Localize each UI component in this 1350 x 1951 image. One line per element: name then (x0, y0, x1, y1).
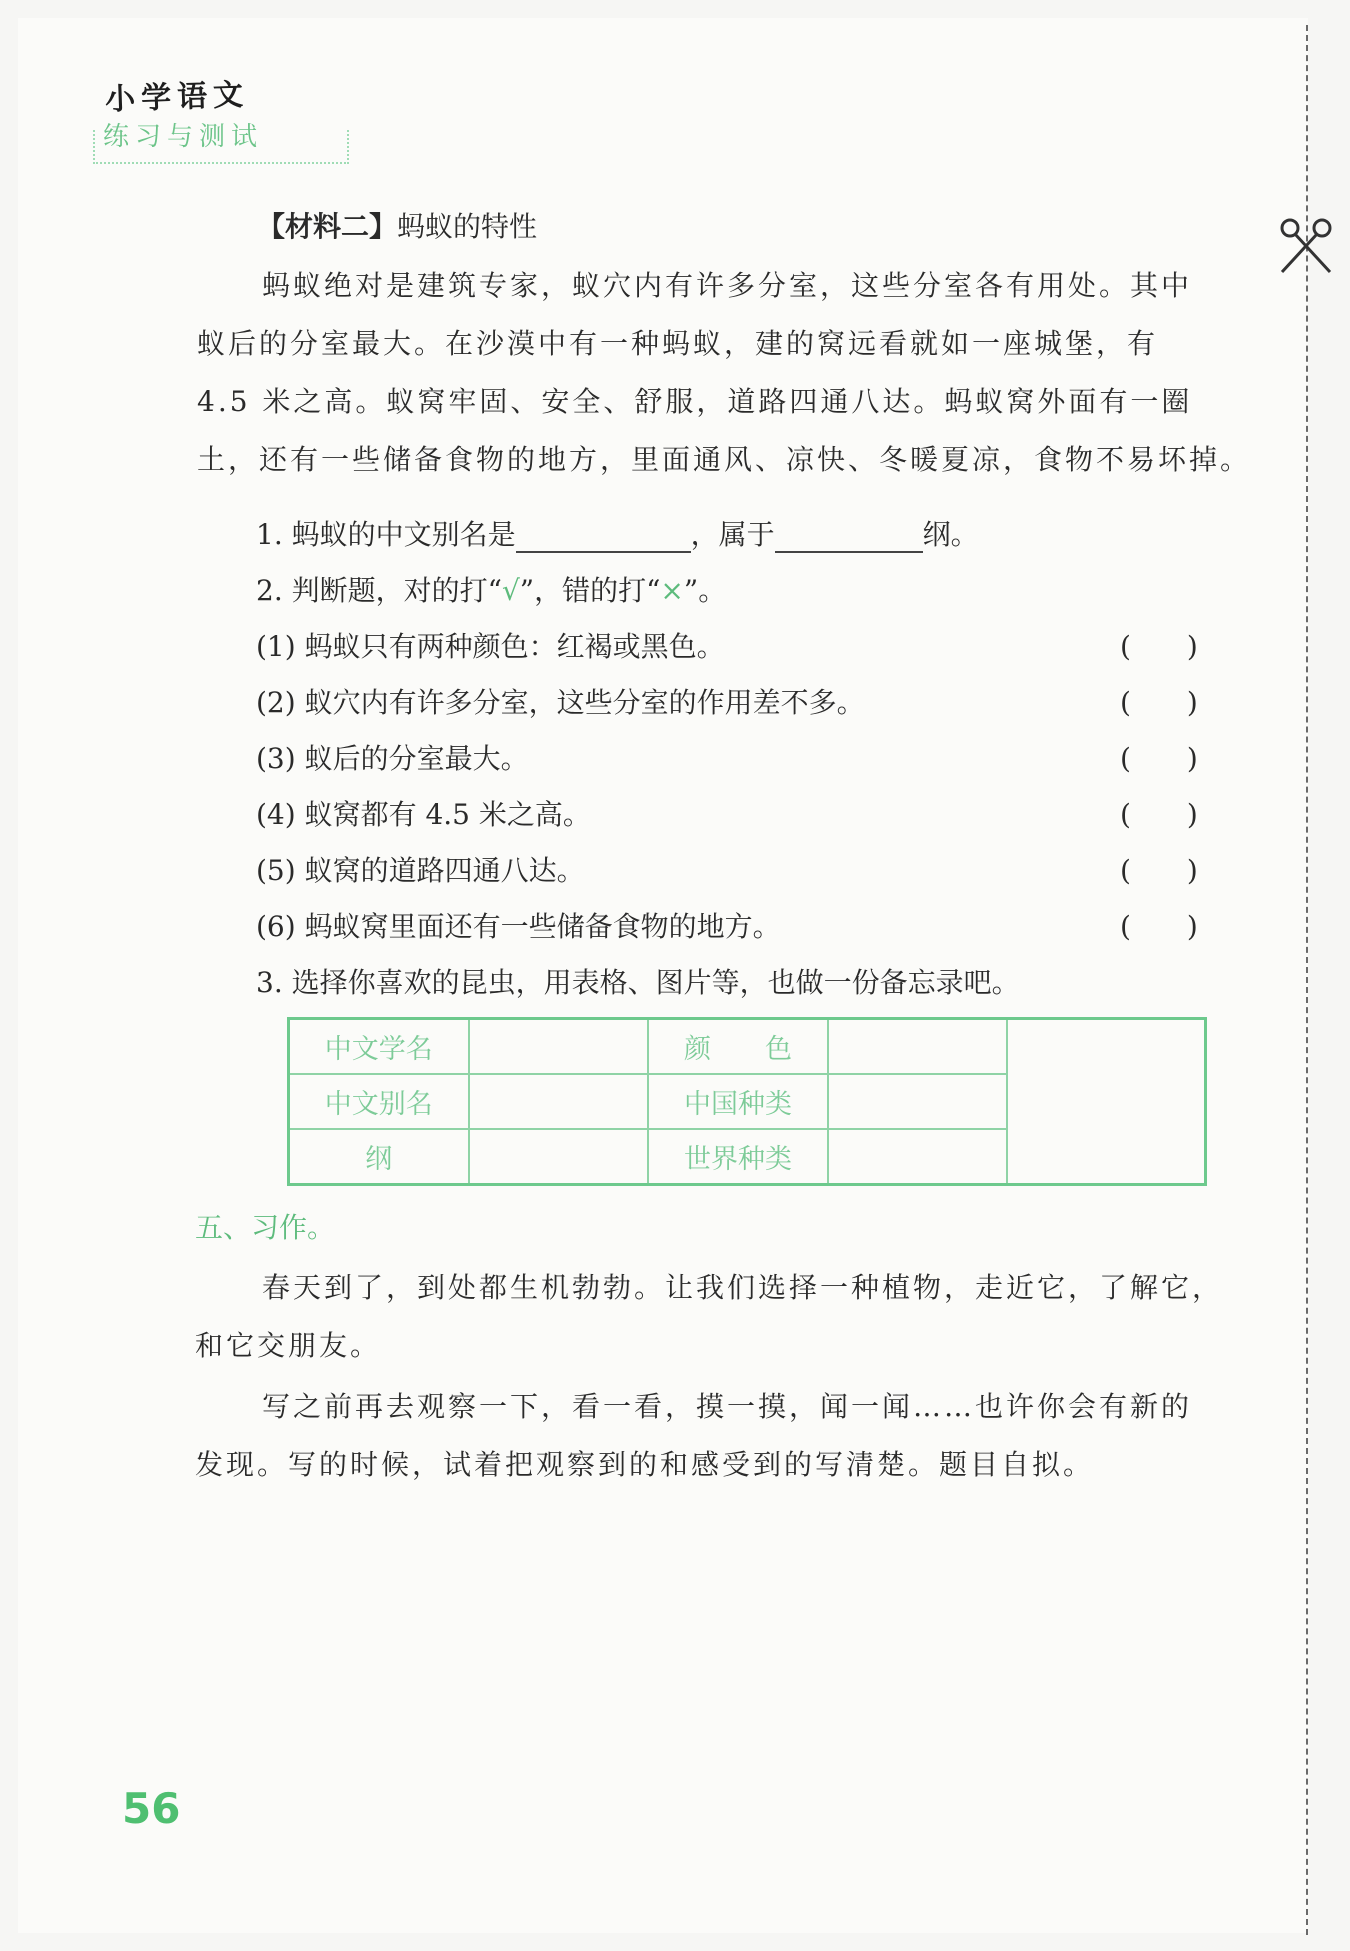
judge-item-6: (6) 蚂蚁窝里面还有一些储备食物的地方。 (256, 910, 781, 943)
table-input-cell[interactable] (469, 1019, 649, 1075)
question-1 (256, 513, 979, 553)
answer-paren-5[interactable]: ( ) (1120, 854, 1198, 887)
table-label-cell: 纲 (289, 1129, 469, 1185)
scissors-icon (1278, 216, 1336, 276)
composition-p1-line-1: 春天到了，到处都生机勃勃。让我们选择一种植物，走近它，了解它， (262, 1271, 1224, 1304)
material-line-1: 蚂蚁绝对是建筑专家，蚁穴内有许多分室，这些分室各有用处。其中 (262, 269, 1193, 302)
check-mark-icon: √ (501, 574, 520, 607)
q1-blank-alias[interactable] (516, 525, 691, 553)
answer-paren-2[interactable]: ( ) (1120, 686, 1198, 719)
material-heading (257, 205, 537, 245)
table-input-cell[interactable] (469, 1129, 649, 1185)
table-input-cell[interactable] (828, 1129, 1008, 1185)
material-line-4: 土，还有一些储备食物的地方，里面通风、凉快、冬暖夏凉，食物不易坏掉。 (197, 443, 1252, 476)
section-5-title: 五、习作。 (195, 1211, 336, 1244)
table-label-cell: 中文别名 (289, 1074, 469, 1129)
table-label-cell: 中文学名 (289, 1019, 469, 1075)
brand-title: 小学语文 (104, 77, 250, 118)
brand-subtitle: 练习与测试 (103, 122, 264, 152)
judge-item-4: (4) 蚁窝都有 4.5 米之高。 (256, 798, 591, 831)
q2-middle: ”，错的打“ (519, 574, 661, 607)
answer-paren-3[interactable]: ( ) (1120, 742, 1198, 775)
memo-table (287, 1017, 1207, 1186)
answer-paren-1[interactable]: ( ) (1120, 630, 1198, 663)
cross-mark-icon: × (660, 574, 684, 607)
q2-suffix: ”。 (683, 574, 727, 607)
table-label-cell: 世界种类 (648, 1129, 828, 1185)
judge-item-1: (1) 蚂蚁只有两种颜色：红褐或黑色。 (256, 630, 725, 663)
cut-line (1306, 25, 1308, 1935)
table-label-cell: 颜 色 (648, 1019, 828, 1075)
composition-p1-line-2: 和它交朋友。 (195, 1329, 382, 1362)
page-number: 56 (122, 1784, 181, 1833)
q1-text-3: 纲。 (922, 518, 979, 551)
judge-item-3: (3) 蚁后的分室最大。 (256, 742, 529, 775)
material-line-2: 蚁后的分室最大。在沙漠中有一种蚂蚁，建的窝远看就如一座城堡，有 (197, 327, 1159, 360)
composition-p2-line-2: 发现。写的时候，试着把观察到的和感受到的写清楚。题目自拟。 (195, 1448, 1095, 1481)
question-2 (256, 569, 726, 609)
judge-item-5: (5) 蚁窝的道路四通八达。 (256, 854, 585, 887)
judge-item-2: (2) 蚁穴内有许多分室，这些分室的作用差不多。 (256, 686, 865, 719)
material-label: 【材料二】 (257, 210, 398, 243)
question-3: 3. 选择你喜欢的昆虫，用表格、图片等，也做一份备忘录吧。 (256, 966, 1020, 999)
q1-text-1: 1. 蚂蚁的中文别名是 (256, 518, 516, 551)
material-title: 蚂蚁的特性 (397, 210, 538, 243)
composition-p2-line-1: 写之前再去观察一下，看一看，摸一摸，闻一闻……也许你会有新的 (262, 1390, 1193, 1423)
q2-prefix: 2. 判断题，对的打“ (256, 574, 502, 607)
table-input-cell[interactable] (828, 1019, 1008, 1075)
answer-paren-6[interactable]: ( ) (1120, 910, 1198, 943)
table-input-cell[interactable] (828, 1074, 1008, 1129)
q1-blank-class[interactable] (775, 525, 923, 553)
table-picture-cell[interactable] (1007, 1019, 1205, 1185)
table-input-cell[interactable] (469, 1074, 649, 1129)
q1-text-2: ，属于 (690, 518, 775, 551)
answer-paren-4[interactable]: ( ) (1120, 798, 1198, 831)
material-line-3: 4.5 米之高。蚁窝牢固、安全、舒服，道路四通八达。蚂蚁窝外面有一圈 (197, 385, 1193, 418)
table-row (289, 1019, 1206, 1075)
table-label-cell: 中国种类 (648, 1074, 828, 1129)
